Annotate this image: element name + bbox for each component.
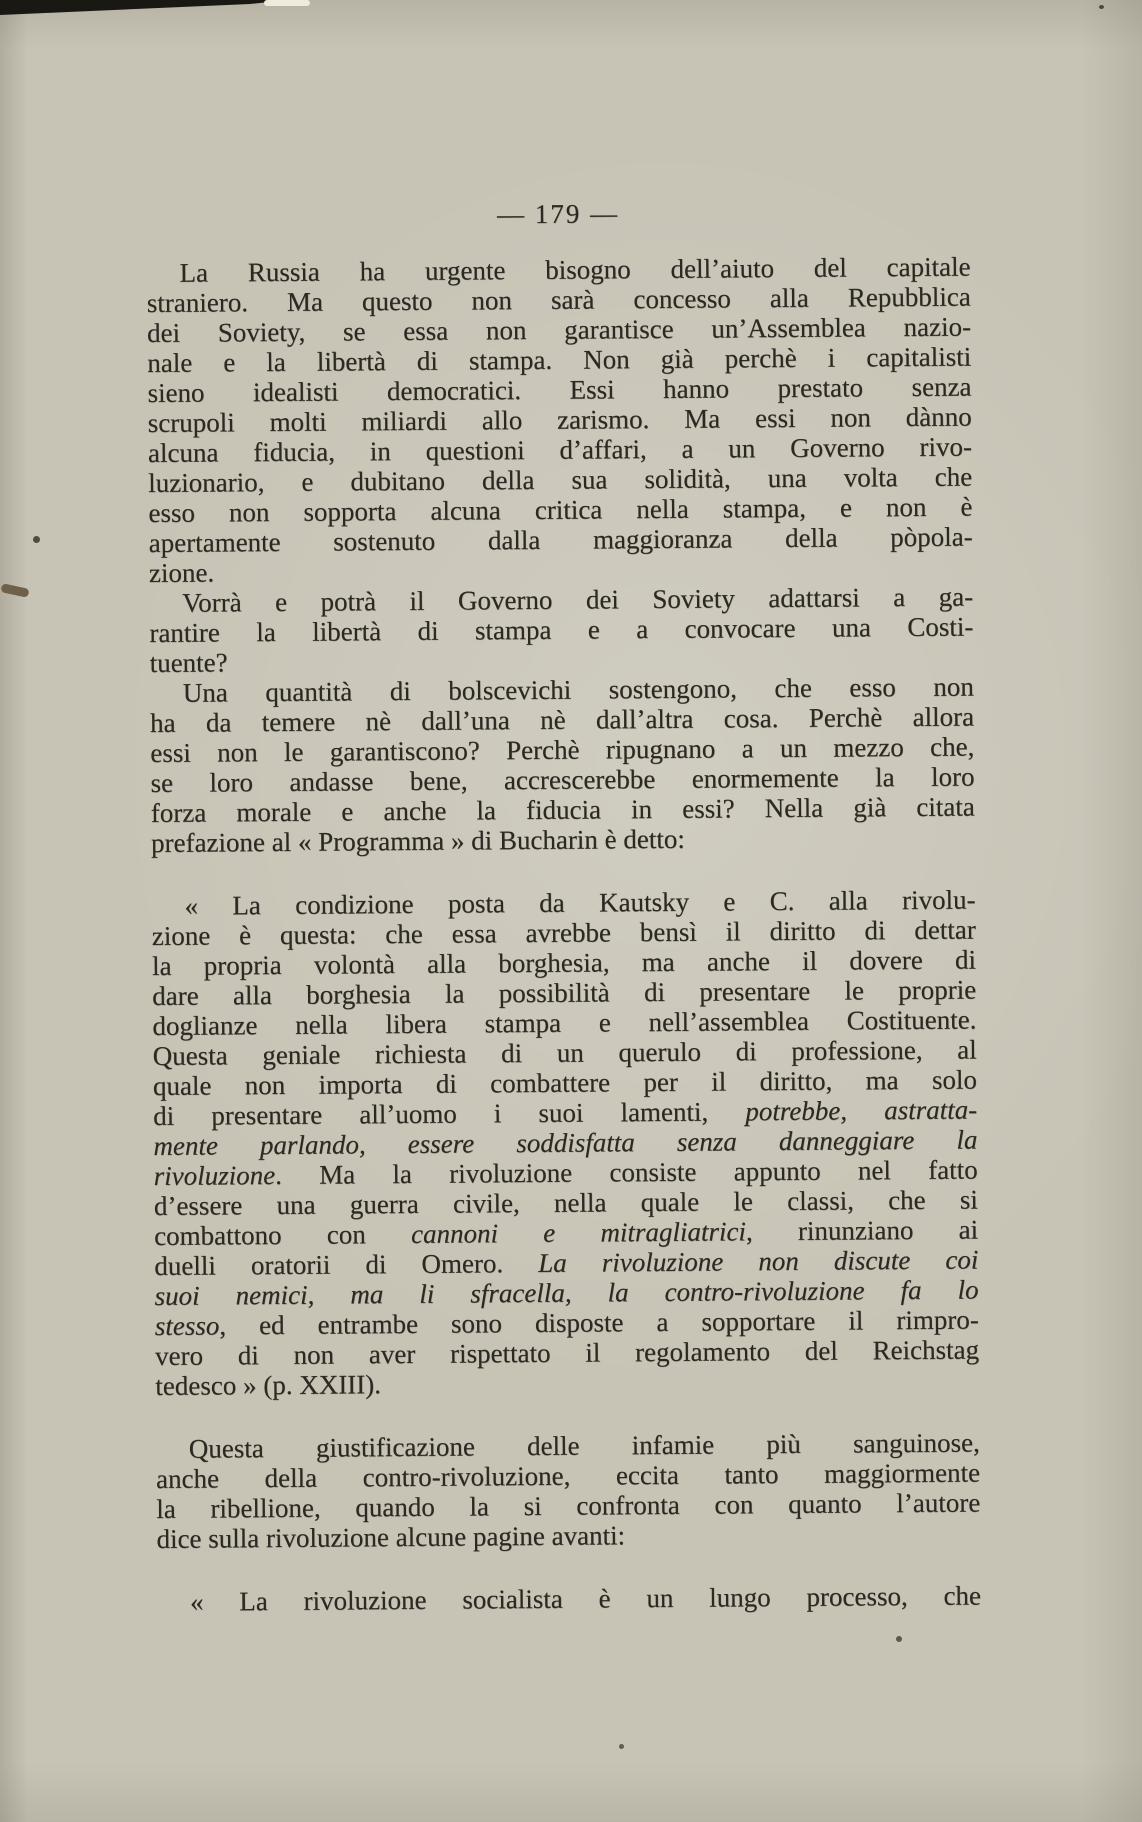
scan-glare <box>264 0 310 6</box>
paragraph-giustificazione <box>156 1427 981 1553</box>
paragraph-russia-capital <box>146 252 973 588</box>
text-line: mente parlando, essere soddisfatta senza danneggiare la <box>153 1124 978 1161</box>
text-line: combattono con cannoni e mitragliatrici, rinunziano ai <box>154 1214 979 1251</box>
text-line: suoi nemici, ma li sfracella, la contro-rivoluzione fa lo <box>154 1274 979 1311</box>
text-line: « La rivoluzione socialista è un lungo processo, che <box>189 1580 982 1617</box>
page-content <box>146 196 981 1617</box>
text-line: quale non importa di combattere per il diritto, ma solo <box>152 1064 978 1101</box>
paper-speck <box>1099 5 1104 9</box>
text-line: scrupoli molti miliardi allo zarismo. Ma essi non dànno <box>147 401 972 438</box>
text-line: dice sulla rivoluzione alcune pagine avanti: <box>156 1520 626 1554</box>
text-line: Vorrà e potrà il Governo dei Soviety adattarsi a ga- <box>182 581 974 618</box>
scan-edge-shadow <box>0 0 300 16</box>
text-line: la ribellione, quando la si confronta con quanto l’autore <box>156 1487 981 1524</box>
paragraph-bolscevichi <box>150 672 975 858</box>
text-line: dei Soviety, se essa non garantisce un’Assemblea nazio- <box>146 311 972 348</box>
text-line: doglianze nella libera stampa e nell’assemblea Costituente. <box>152 1004 977 1041</box>
text-line: La Russia ha urgente bisogno dell’aiuto del capitale <box>179 251 971 288</box>
text-line: sieno idealisti democratici. Essi hanno prestato senza <box>147 371 972 408</box>
text-line: esso non sopporta alcuna critica nella stampa, e non è <box>148 491 973 528</box>
text-body <box>146 252 981 1617</box>
text-line: straniero. Ma questo non sarà concesso alla Repubblica <box>146 281 971 318</box>
text-line: « La condizione posta da Kautsky e C. alla rivolu- <box>184 884 976 921</box>
paragraph-vorra-e-potra <box>149 582 974 678</box>
text-line: d’essere una guerra civile, nella quale le classi, che si <box>153 1184 978 1221</box>
text-line: la propria volontà alla borghesia, ma anche il dovere di <box>151 944 977 981</box>
text-line: prefazione al « Programma » di Bucharin è detto: <box>150 823 685 858</box>
text-line: rivoluzione. Ma la rivoluzione consiste appunto nel fatto <box>153 1154 978 1191</box>
quote-kautsky-condition <box>151 885 979 1401</box>
text-line: apertamente sostenuto dalla maggioranza della pòpola- <box>148 521 973 558</box>
text-line: luzionario, e dubitano della sua solidità, una volta che <box>148 461 973 498</box>
text-line: alcuna fiducia, in questioni d’affari, a un Governo rivo- <box>147 431 973 468</box>
text-line: zione. <box>148 557 215 588</box>
text-line: dare alla borghesia la possibilità di presentare le proprie <box>152 974 977 1011</box>
text-line: rantire la libertà di stampa e a convocare una Costi- <box>149 611 974 648</box>
text-line: stesso, ed entrambe sono disposte a sopportare il rimpro- <box>154 1304 979 1341</box>
text-line: Questa geniale richiesta di un querulo di professione, al <box>152 1034 977 1071</box>
text-line: Questa giustificazione delle infamie più sanguinose, <box>188 1427 980 1464</box>
text-line: nale e la libertà di stampa. Non già perchè i capitalisti <box>147 341 972 378</box>
text-line: duelli oratorii di Omero. La rivoluzione non discute coi <box>154 1244 979 1281</box>
paper-speck <box>619 1744 624 1749</box>
text-line: tedesco » (p. XXIII). <box>155 1369 382 1401</box>
text-line: ha da temere nè dall’una nè dall’altra cosa. Perchè allora <box>149 701 975 738</box>
quote-rivoluzione-socialista <box>157 1580 981 1616</box>
paper-speck <box>896 1636 902 1642</box>
text-line: tuente? <box>149 647 228 678</box>
text-line: Una quantità di bolscevichi sostengono, che esso non <box>182 671 974 708</box>
text-line: se loro andasse bene, accrescerebbe enormemente la loro <box>150 761 975 798</box>
paper-speck <box>33 536 40 543</box>
paper-speck <box>0 583 29 598</box>
text-line: vero di non aver rispettato il regolamento del Reichstag <box>154 1334 980 1371</box>
text-line: anche della contro-rivoluzione, eccita tanto maggiormente <box>155 1457 981 1494</box>
page-number: — 179 — <box>496 198 620 230</box>
text-line: forza morale e anche la fiducia in essi? Nella già citata <box>150 791 975 828</box>
text-line: zione è questa: che essa avrebbe bensì il diritto di dettar <box>151 914 976 951</box>
text-line: di presentare all’uomo i suoi lamenti, potrebbe, astratta- <box>153 1094 978 1131</box>
text-line: essi non le garantiscono? Perchè ripugnano a un mezzo che, <box>150 731 975 768</box>
